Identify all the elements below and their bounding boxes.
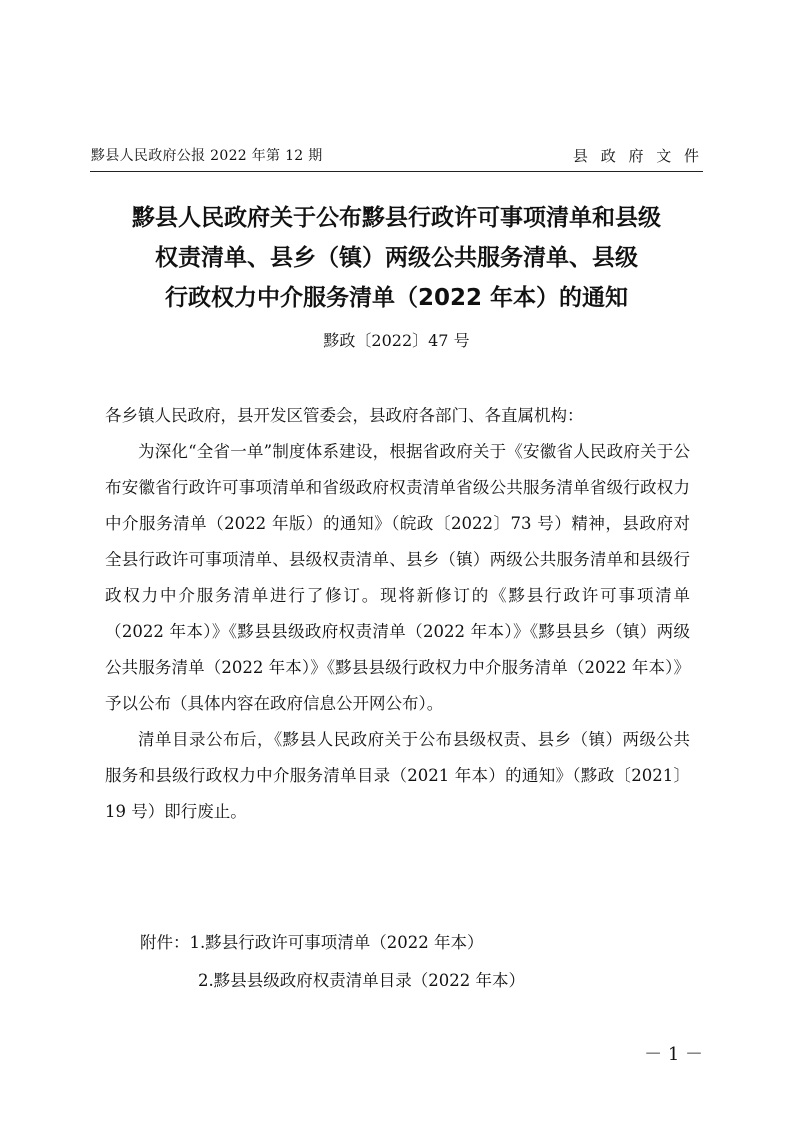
attachment-row [140,962,525,1000]
title-line: 行政权力中介服务清单（2022 年本）的通知 [164,285,629,311]
page-number: － 1 － [644,1044,703,1065]
title-line: 黟县人民政府关于公布黟县行政许可事项清单和县级 [132,205,661,231]
document-body [105,398,690,830]
body-paragraph: 为深化“全省一单”制度体系建设，根据省政府关于《安徽省人民政府关于公布安徽省行政许可事项清单和省级政府权责清单省级公共服务清单省级行政权力中介服务清单（2022 年版）的通知》（皖政〔2022〕73 号）精神，县政府对全县行政许可事项清单、县级权责清单、县乡（镇）两级公共服务清单和县级行政权力中介服务清单进行了修订。现将新修订的《黟县行政许可事项清单（2022 年本）》《黟县县级政府权责清单（2022 年本）》《黟县县乡（镇）两级公共服务清单（2022 年本）》《黟县县级行政权力中介服务清单（2022 年本）》予以公布（具体内容在政府信息公开网公布）。 [105,442,690,713]
attachment-item: 2.黟县县级政府权责清单目录（2022 年本） [198,971,525,990]
addressee: 各乡镇人民政府，县开发区管委会，县政府各部门、各直属机构： [105,406,584,425]
document-number: 黟政〔2022〕47 号 [323,331,470,350]
title-line: 权责清单、县乡（镇）两级公共服务清单、县级 [155,245,638,271]
header-divider [90,171,703,172]
body-paragraph: 清单目录公布后，《黟县人民政府关于公布县级权责、县乡（镇）两级公共服务和县级行政权力中介服务清单目录（2021 年本）的通知》（黟政〔2021〕19 号）即行废止。 [105,730,690,821]
attachments [140,924,525,1000]
attachment-row [140,924,525,962]
gazette-issue-header: 黟县人民政府公报 2022 年第 12 期 [91,148,323,164]
section-header: 县 政 府 文 件 [572,147,703,165]
attachments-label: 附件： [140,933,190,952]
document-title [90,198,703,318]
attachment-item: 1.黟县行政许可事项清单（2022 年本） [189,933,484,952]
